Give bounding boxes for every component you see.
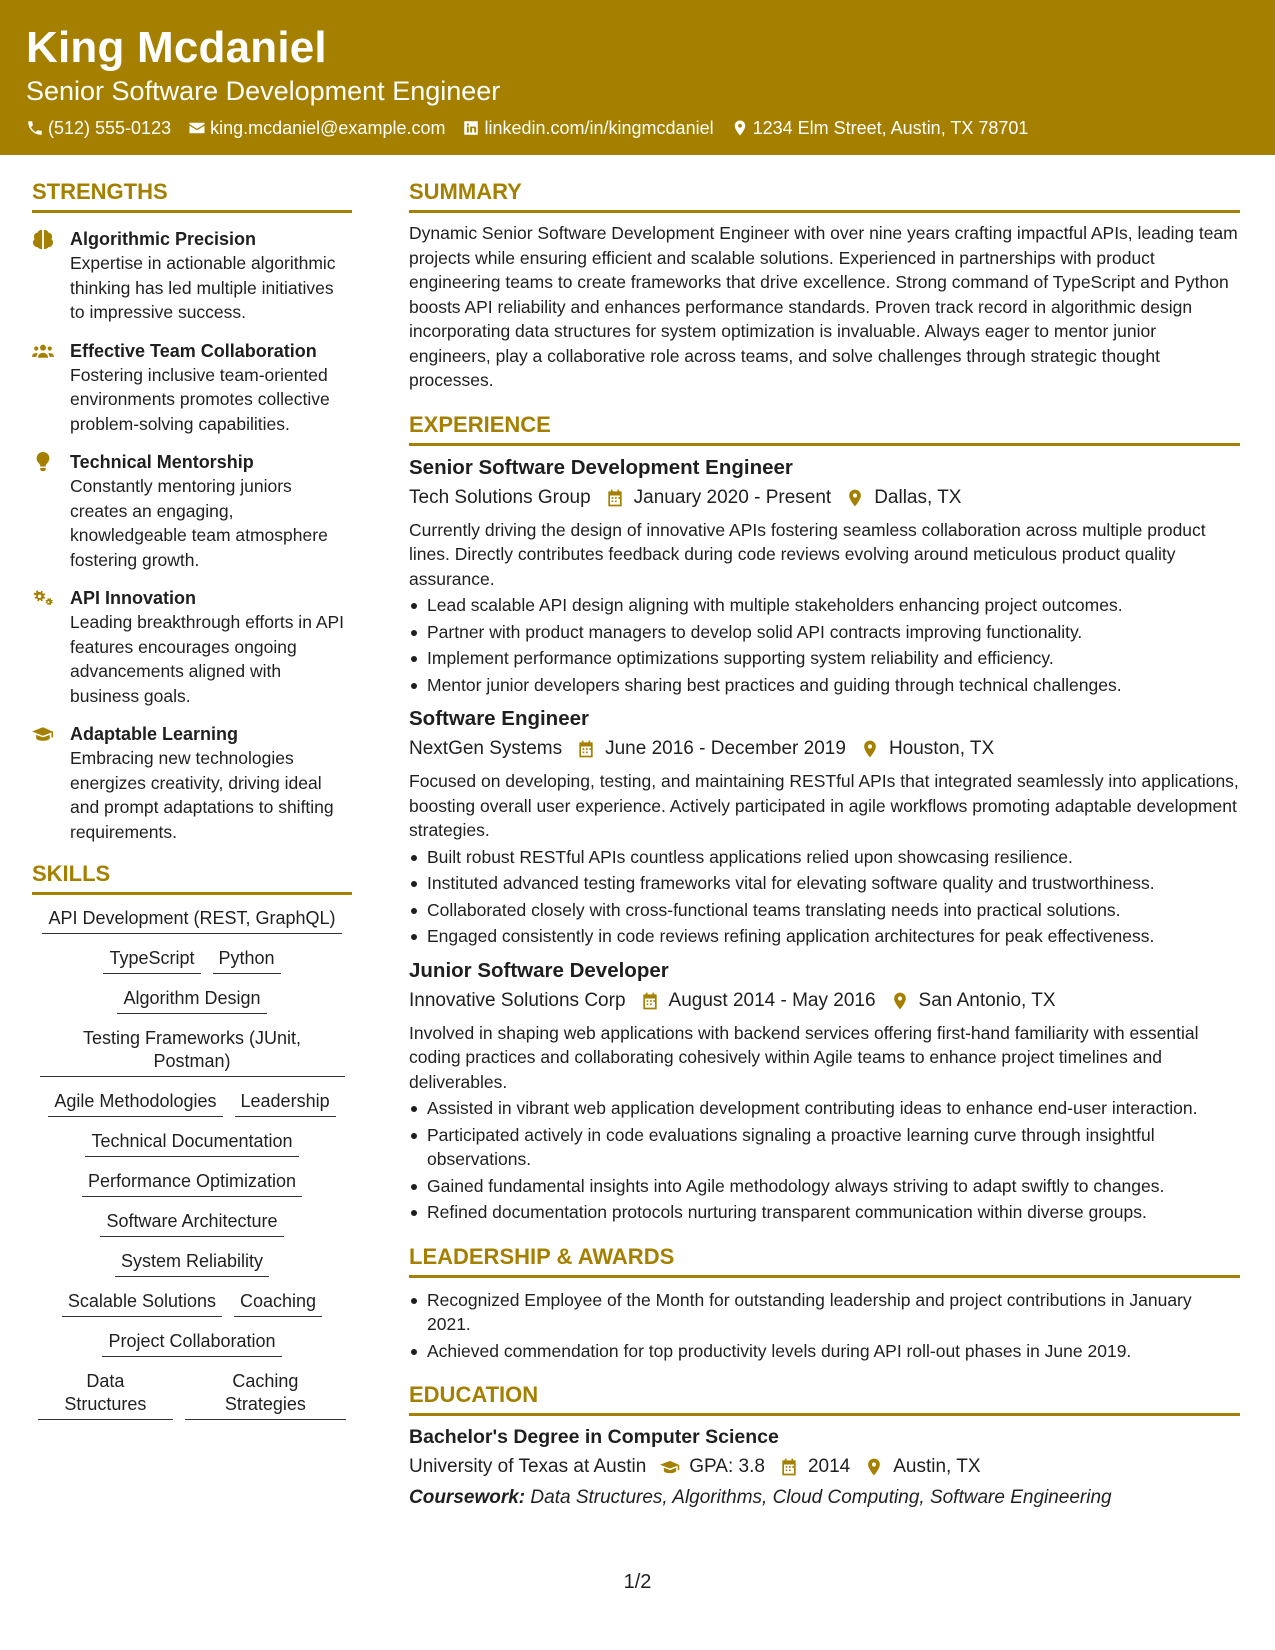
job-description: Focused on developing, testing, and maintaining RESTful APIs that integrated seamlessly into applications, boosting overall user experience. Actively participated in agile workflows promoting adaptable development strategies.	[409, 771, 1239, 840]
map-pin-icon	[890, 991, 910, 1011]
job-entry	[409, 454, 1240, 698]
skill-tag: System Reliability	[115, 1250, 269, 1277]
job-meta	[409, 735, 1240, 763]
skill-tag: Performance Optimization	[82, 1170, 302, 1197]
list-item: Achieved commendation for top productivity levels during API roll-out phases in June 2019.	[409, 1339, 1240, 1364]
skill-tag: Testing Frameworks (JUnit, Postman)	[40, 1027, 345, 1077]
phone-text: (512) 555-0123	[48, 118, 172, 138]
job-entry	[409, 957, 1240, 1225]
envelope-icon	[188, 119, 206, 137]
skill-tag: Scalable Solutions	[62, 1290, 222, 1317]
job-location: Dallas, TX	[874, 486, 962, 508]
strength-title: Effective Team Collaboration	[70, 340, 317, 361]
calendar-icon	[779, 1457, 799, 1477]
graduation-cap-icon	[32, 724, 54, 744]
contact-bar	[26, 116, 1249, 140]
job-entry	[409, 705, 1240, 949]
resume-header	[0, 0, 1275, 155]
job-meta	[409, 987, 1240, 1015]
job-dates: August 2014 - May 2016	[668, 989, 876, 1011]
strength-desc: Leading breakthrough efforts in API features encourages ongoing advancements aligned with business goals.	[70, 612, 345, 706]
list-item: Assisted in vibrant web application development contributing ideas to enhance end-user interaction.	[409, 1096, 1240, 1121]
education-heading: EDUCATION	[409, 1381, 1240, 1416]
school-location: Austin, TX	[893, 1456, 981, 1477]
skills-heading: SKILLS	[32, 860, 352, 895]
skill-tag: Technical Documentation	[85, 1130, 298, 1157]
candidate-role: Senior Software Development Engineer	[26, 76, 501, 106]
gears-icon	[32, 588, 54, 608]
skill-tag: Algorithm Design	[117, 987, 266, 1014]
skills-list	[32, 907, 352, 1420]
strengths-list	[32, 227, 352, 844]
skill-tag: TypeScript	[103, 947, 200, 974]
users-icon	[32, 341, 54, 361]
right-column	[409, 178, 1240, 1511]
education-meta	[409, 1453, 1240, 1481]
map-pin-icon	[864, 1457, 884, 1477]
contact-phone	[26, 116, 171, 140]
skill-tag: Python	[213, 947, 281, 974]
skill-tag: Data Structures	[38, 1370, 173, 1420]
summary-text: Dynamic Senior Software Development Engineer with over nine years crafting impactful APIs, leading team projects while ensuring efficient and scalable solutions. Experienced in partnerships with product engineering teams to create frameworks that drive excellence. Strong command of TypeScript and Python boosts API reliability and enhances performance standards. Proven track record in algorithmic design incorporating data structures for system optimization is invaluable. Always eager to mentor junior engineers, play a collaborative role across teams, and solve challenges through strategic thought processes.	[409, 223, 1238, 390]
strength-title: Algorithmic Precision	[70, 229, 257, 249]
strength-item	[32, 450, 352, 572]
coursework-text: Data Structures, Algorithms, Cloud Computing, Software Engineering	[530, 1487, 1112, 1508]
awards-list	[409, 1288, 1240, 1364]
graduation-cap-icon	[660, 1457, 680, 1477]
strength-item	[32, 339, 352, 437]
list-item: Participated actively in code evaluations signaling a proactive learning curve through insightful observations.	[409, 1123, 1240, 1172]
coursework-label: Coursework:	[409, 1487, 526, 1508]
job-bullets	[409, 1096, 1240, 1225]
experience-section	[409, 411, 1240, 1225]
job-location: San Antonio, TX	[918, 989, 1056, 1011]
job-dates: January 2020 - Present	[633, 486, 832, 508]
list-item: Mentor junior developers sharing best practices and guiding through technical challenges.	[409, 673, 1240, 698]
job-title: Senior Software Development Engineer	[409, 455, 793, 479]
job-title: Software Engineer	[409, 707, 589, 730]
list-item: Recognized Employee of the Month for outstanding leadership and project contributions in January 2021.	[409, 1288, 1240, 1337]
strength-item	[32, 586, 352, 708]
skill-tag: Caching Strategies	[185, 1370, 346, 1420]
strength-item	[32, 722, 352, 844]
summary-heading: SUMMARY	[409, 178, 1240, 213]
awards-heading: LEADERSHIP & AWARDS	[409, 1243, 1240, 1278]
job-company: NextGen Systems	[409, 738, 563, 759]
coursework	[409, 1484, 1240, 1511]
job-company: Innovative Solutions Corp	[409, 989, 626, 1011]
education-section	[409, 1381, 1240, 1511]
contact-address	[731, 116, 1029, 140]
job-description: Involved in shaping web applications with backend services offering first-hand familiarity with essential coding practices and collaborating cohesively within Agile teams to enhance project timelines and deliverables.	[409, 1022, 1199, 1092]
map-pin-icon	[845, 488, 865, 508]
page-number: 1/2	[623, 1571, 652, 1593]
calendar-icon	[576, 739, 596, 759]
skill-tag: Coaching	[234, 1290, 322, 1317]
list-item: Lead scalable API design aligning with multiple stakeholders enhancing project outcomes.	[409, 593, 1240, 618]
phone-icon	[26, 119, 44, 137]
contact-linkedin[interactable]	[462, 116, 713, 140]
list-item: Built robust RESTful APIs countless applications relied upon showcasing resilience.	[409, 845, 1240, 870]
skill-tag: Software Architecture	[100, 1210, 283, 1237]
candidate-name: King Mcdaniel	[26, 23, 327, 72]
list-item: Instituted advanced testing frameworks vital for elevating software quality and trustworthiness.	[409, 871, 1240, 896]
skill-tag: Leadership	[235, 1090, 336, 1117]
job-location: Houston, TX	[888, 738, 995, 759]
lightbulb-icon	[32, 452, 54, 472]
strength-desc: Constantly mentoring juniors creates an engaging, knowledgeable team atmosphere fostering growth.	[70, 476, 328, 570]
calendar-icon	[640, 991, 660, 1011]
experience-heading: EXPERIENCE	[409, 411, 1240, 446]
awards-section	[409, 1243, 1240, 1364]
strength-title: API Innovation	[70, 588, 196, 608]
calendar-icon	[605, 488, 625, 508]
map-pin-icon	[860, 739, 880, 759]
gpa-text: GPA: 3.8	[689, 1456, 765, 1477]
strength-title: Technical Mentorship	[70, 452, 254, 472]
job-description: Currently driving the design of innovative APIs fostering seamless collaboration across multiple product lines. Directly contributes feedback during code reviews evolving around meticulous product quality assurance.	[409, 519, 1206, 589]
skill-tag: API Development (REST, GraphQL)	[42, 907, 341, 934]
job-bullets	[409, 593, 1240, 697]
linkedin-text[interactable]: linkedin.com/in/kingmcdaniel	[484, 118, 714, 138]
job-company: Tech Solutions Group	[409, 486, 591, 508]
list-item: Refined documentation protocols nurturing transparent communication within diverse groups.	[409, 1200, 1240, 1225]
list-item: Engaged consistently in code reviews refining application architectures for peak effectiveness.	[409, 924, 1240, 949]
linkedin-icon	[462, 119, 480, 137]
skill-tag: Agile Methodologies	[48, 1090, 222, 1117]
contact-email[interactable]	[188, 116, 445, 140]
strength-desc: Expertise in actionable algorithmic thinking has led multiple initiatives to impressive success.	[70, 253, 336, 322]
strength-desc: Fostering inclusive team-oriented environments promotes collective problem-solving capabilities.	[70, 364, 330, 434]
job-title: Junior Software Developer	[409, 958, 669, 982]
degree-title: Bachelor's Degree in Computer Science	[409, 1426, 779, 1448]
brain-icon	[32, 229, 54, 249]
job-meta	[409, 484, 1240, 512]
job-bullets	[409, 845, 1240, 949]
school-name: University of Texas at Austin	[409, 1456, 647, 1477]
job-dates: June 2016 - December 2019	[605, 738, 846, 759]
strengths-heading: STRENGTHS	[32, 178, 352, 213]
strength-title: Adaptable Learning	[70, 724, 239, 744]
address-text: 1234 Elm Street, Austin, TX 78701	[752, 118, 1029, 138]
left-column	[32, 178, 352, 1433]
map-pin-icon	[731, 119, 749, 137]
list-item: Implement performance optimizations supporting system reliability and efficiency.	[409, 646, 1240, 671]
list-item: Gained fundamental insights into Agile methodology always striving to adapt swiftly to changes.	[409, 1174, 1240, 1199]
strength-desc: Embracing new technologies energizes creativity, driving ideal and prompt adaptations to shifting requirements.	[70, 748, 334, 842]
skill-tag: Project Collaboration	[102, 1330, 281, 1357]
list-item: Collaborated closely with cross-functional teams translating needs into practical solutions.	[409, 898, 1240, 923]
strength-item	[32, 227, 352, 325]
graduation-year: 2014	[807, 1456, 851, 1477]
email-text[interactable]: king.mcdaniel@example.com	[210, 118, 446, 138]
list-item: Partner with product managers to develop solid API contracts improving functionality.	[409, 620, 1240, 645]
